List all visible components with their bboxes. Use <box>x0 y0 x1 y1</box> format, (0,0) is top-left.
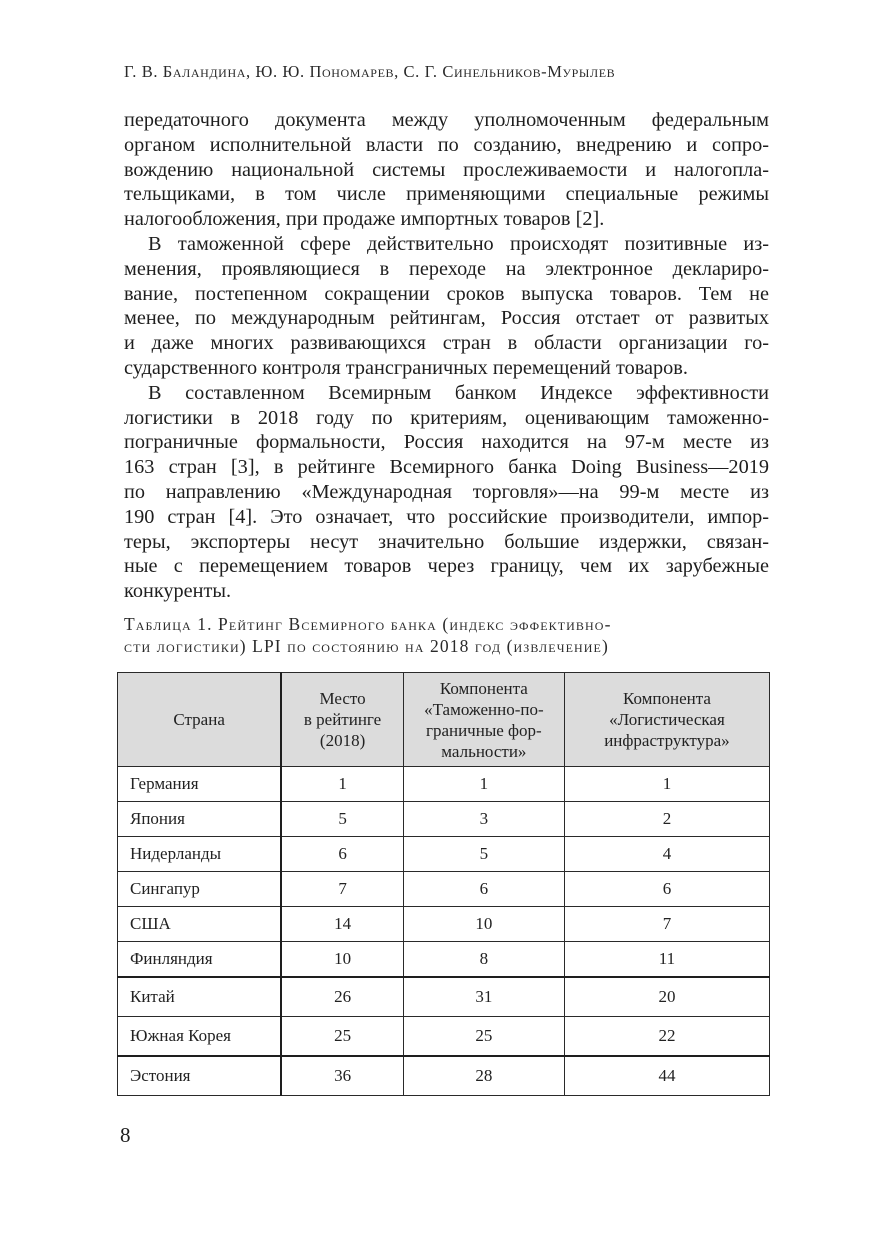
header-rank <box>281 673 403 767</box>
cell-infrastructure: 6 <box>564 872 769 907</box>
header-line: «Логистическая <box>609 710 725 729</box>
paragraph-2 <box>124 232 769 381</box>
table-row <box>118 1017 770 1057</box>
text-line: органом исполнительной власти по созданию, внедрению и сопро- <box>124 133 769 156</box>
table-row <box>118 942 770 978</box>
text-line: 163 стран [3], в рейтинге Всемирного банка Doing Business—2019 <box>124 456 769 479</box>
table-row <box>118 767 770 802</box>
running-head-authors: Г. В. Баландина, Ю. Ю. Пономарев, С. Г. Синельников-Мурылев <box>124 62 616 81</box>
cell-customs: 31 <box>403 977 564 1017</box>
cell-rank: 6 <box>281 837 403 872</box>
table-row <box>118 872 770 907</box>
text-line: 190 стран [4]. Это означает, что российские производители, импор- <box>124 505 769 528</box>
cell-customs: 10 <box>403 907 564 942</box>
cell-rank: 10 <box>281 942 403 978</box>
cell-country: Германия <box>118 767 282 802</box>
table-header-row <box>118 673 770 767</box>
cell-rank: 36 <box>281 1056 403 1096</box>
header-line: граничные фор- <box>425 720 542 740</box>
text-line: конкуренты. <box>124 580 232 603</box>
cell-infrastructure: 20 <box>564 977 769 1017</box>
text-line: и даже многих развивающихся стран в области организации го- <box>124 332 769 355</box>
cell-customs: 6 <box>403 872 564 907</box>
cell-rank: 26 <box>281 977 403 1017</box>
cell-country: Финляндия <box>118 942 282 978</box>
text-line: пограничные формальности, Россия находится на 97-м месте из <box>124 431 769 454</box>
paragraph-3 <box>124 381 769 604</box>
body-text <box>124 108 769 604</box>
cell-country: Япония <box>118 802 282 837</box>
header-line: Компонента <box>439 678 528 698</box>
paragraph-1 <box>124 108 769 232</box>
header-line: (2018) <box>319 731 366 750</box>
cell-customs: 8 <box>403 942 564 978</box>
cell-customs: 25 <box>403 1017 564 1057</box>
cell-infrastructure: 7 <box>564 907 769 942</box>
cell-country: Эстония <box>118 1056 282 1096</box>
cell-rank: 7 <box>281 872 403 907</box>
cell-country: Южная Корея <box>118 1017 282 1057</box>
cell-customs: 3 <box>403 802 564 837</box>
header-infrastructure <box>564 673 769 767</box>
text-line: передаточного документа между уполномоченным федеральным <box>124 109 769 131</box>
table-row <box>118 1056 770 1096</box>
text-line: тельщиками, в том числе применяющими специальные режимы <box>124 183 769 206</box>
table-row <box>118 802 770 837</box>
header-line: в рейтинге <box>303 710 382 729</box>
text-line: сударственного контроля трансграничных перемещений товаров. <box>124 356 688 379</box>
page-number: 8 <box>120 1123 131 1147</box>
text-line: менее, по международным рейтингам, Россия отстает от развитых <box>124 307 769 330</box>
cell-infrastructure: 22 <box>564 1017 769 1057</box>
caption-line: сти логистики) LPI по состоянию на 2018 год (извлечение) <box>124 636 609 656</box>
cell-customs: 1 <box>403 767 564 802</box>
header-country <box>118 673 282 767</box>
header-customs <box>403 673 564 767</box>
text-line: ные с перемещением товаров через границу, чем их зарубежные <box>124 555 769 578</box>
lpi-table <box>117 672 770 1096</box>
table-row <box>118 977 770 1017</box>
header-line: Компонента <box>622 689 711 708</box>
text-line: В составленном Всемирным банком Индексе эффективности <box>148 381 769 404</box>
text-line: теры, экспортеры несут значительно большие издержки, связан- <box>124 530 769 553</box>
table-caption <box>124 613 769 657</box>
cell-rank: 5 <box>281 802 403 837</box>
table-row <box>118 907 770 942</box>
caption-line: Таблица 1. Рейтинг Всемирного банка (индекс эффективно- <box>124 614 612 634</box>
cell-infrastructure: 1 <box>564 767 769 802</box>
header-line: «Таможенно-по- <box>424 699 544 719</box>
cell-infrastructure: 44 <box>564 1056 769 1096</box>
cell-rank: 14 <box>281 907 403 942</box>
text-line: менения, проявляющиеся в переходе на электронное деклариро- <box>124 257 769 280</box>
cell-rank: 25 <box>281 1017 403 1057</box>
text-line: вождению национальной системы прослеживаемости и налогопла- <box>124 158 769 181</box>
cell-customs: 28 <box>403 1056 564 1096</box>
text-line: логистики в 2018 году по критериям, оценивающим таможенно- <box>124 406 769 429</box>
cell-country: Сингапур <box>118 872 282 907</box>
cell-infrastructure: 11 <box>564 942 769 978</box>
table-row <box>118 837 770 872</box>
header-line: Страна <box>173 710 225 729</box>
text-line: налогообложения, при продаже импортных товаров [2]. <box>124 208 605 231</box>
cell-country: Китай <box>118 977 282 1017</box>
cell-country: США <box>118 907 282 942</box>
cell-infrastructure: 4 <box>564 837 769 872</box>
text-line: по направлению «Международная торговля»—на 99-м месте из <box>124 480 769 503</box>
cell-infrastructure: 2 <box>564 802 769 837</box>
cell-customs: 5 <box>403 837 564 872</box>
header-line: Место <box>319 689 366 708</box>
cell-country: Нидерланды <box>118 837 282 872</box>
cell-rank: 1 <box>281 767 403 802</box>
text-line: вание, постепенном сокращении сроков выпуска товаров. Тем не <box>124 282 769 305</box>
header-line: инфраструктура» <box>604 731 730 750</box>
text-line: В таможенной сфере действительно происходят позитивные из- <box>148 232 769 255</box>
header-line: мальности» <box>441 741 527 761</box>
